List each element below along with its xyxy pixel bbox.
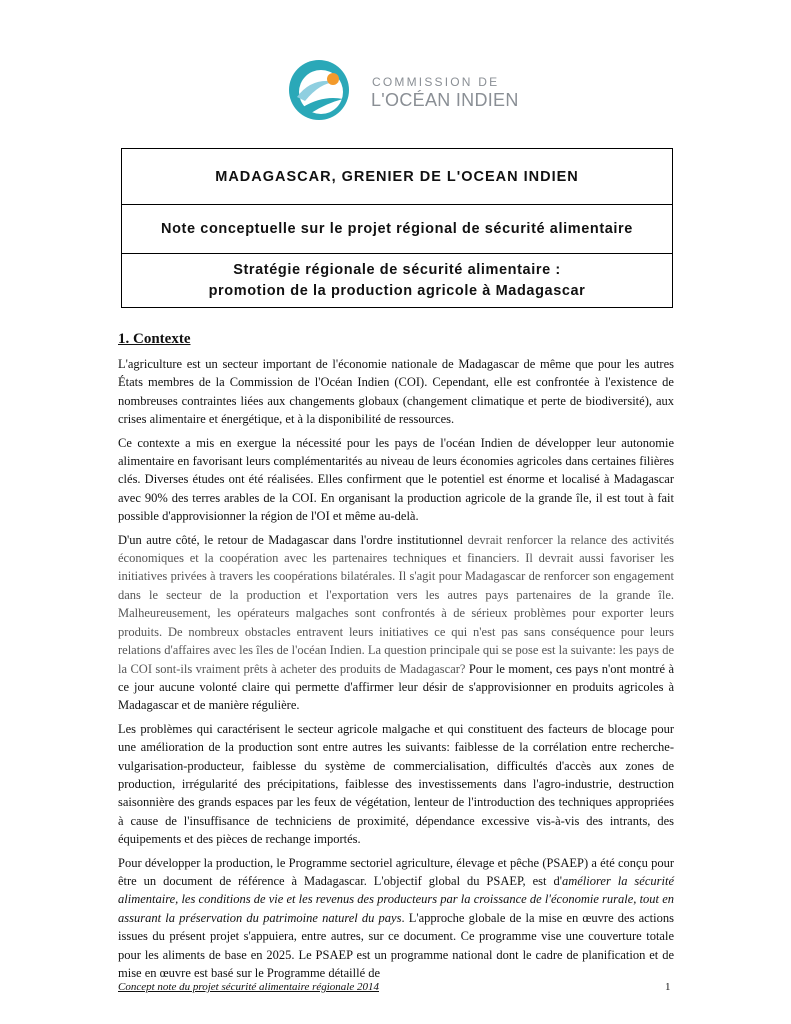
paragraph-4: Les problèmes qui caractérisent le secteur agricole malgache et qui constituent des facteurs de blocage pour une amélioration de la production sont entre autres les suivants: faiblesse de la corrélation entre recherche-vulgarisation-producteur, faiblesse du système de commercialisation, difficultés d'accès aux zones de production, irrégularité des précipitations, faiblesse des investissements dans l'agro-industrie, destruction saisonnière des grands espaces par les feux de végétation, lenteur de l'introduction des techniques appropriées à cause de l'insuffisance de techniciens de proximité, dépendance excessive vis-à-vis des intrants, des équipements et des pièces de rechange importés. bbox=[118, 721, 674, 847]
paragraph-5-lead: Pour développer la production, le Programme sectoriel agriculture, élevage et pêche (PSAEP) a été conçu pour être un document de référence à Madagascar. L'objectif global du PSAEP, est d' bbox=[118, 855, 674, 888]
title-box bbox=[121, 148, 673, 308]
paragraph-3-middle: devrait renforcer la relance des activités économiques et la coopération avec les partenaires techniques et financiers. Il devrait aussi favoriser les initiatives privées à travers les coopérations bilatérales. Il s'agit pour Madagascar de renforcer son engagement dans le secteur de la production et l'exportation vers les autres pays partenaires de la grande île. Malheureusement, les opérateurs malgaches sont confrontés à de sérieux problèmes pour exporter leurs produits. De nombreux obstacles entravent leurs initiatives ce qui n'est pas sans conséquence pour leurs relations d'affaires avec les îles de l'océan Indien. La question principale qui se pose est la suivante: les pays de la COI sont-ils vraiment prêts à acheter des produits de Madagascar? bbox=[118, 532, 674, 676]
document-title: MADAGASCAR, GRENIER DE L'OCEAN INDIEN bbox=[215, 168, 579, 185]
coi-logo bbox=[283, 55, 523, 125]
paragraph-2: Ce contexte a mis en exergue la nécessité pour les pays de l'océan Indien de développer leur autonomie alimentaire en favorisant leurs complémentarités au niveau de leurs économies agricoles dans certaines filières clés. Diverses études ont été réalisées. Elles confirment que le potentiel est énorme et localisé à Madagascar avec 90% des terres arables de la COI. En organisant la production agricole de la grande île, il est tout à fait possible d'approvisionner la région de l'OI et même au-delà. bbox=[118, 435, 674, 524]
strategy-title-line2: promotion de la production agricole à Madagascar bbox=[208, 282, 586, 299]
paragraph-3 bbox=[118, 531, 674, 715]
paragraph-5-end: . L'approche globale de la mise en œuvre des actions issues du présent projet s'appuiera, entre autres, sur ce document. Ce programme vise une couverture totale pour les aliments de base en 2025. Le PSAEP est un programme national dont le cadre de planification et de mise en œuvre est basé sur le Programme détaillé de bbox=[118, 910, 674, 980]
section-heading-contexte: 1. Contexte bbox=[118, 331, 191, 347]
logo-text-line1: COMMISSION DE bbox=[372, 75, 500, 89]
document-subtitle: Note conceptuelle sur le projet régional de sécurité alimentaire bbox=[122, 204, 672, 253]
strategy-title-line1: Stratégie régionale de sécurité alimentaire : bbox=[233, 261, 561, 278]
footer-note: Concept note du projet sécurité alimentaire régionale 2014 bbox=[118, 981, 379, 993]
paragraph-3-lead: D'un autre côté, le retour de Madagascar dans l'ordre institutionnel bbox=[118, 532, 464, 547]
paragraph-5-objective: améliorer la sécurité alimentaire, les conditions de vie et les revenus des producteurs par la croissance de l'économie rurale, tout en assurant la préservation du patrimoine naturel du pays bbox=[118, 873, 674, 925]
page-number: 1 bbox=[665, 981, 671, 993]
paragraph-1: L'agriculture est un secteur important de l'économie nationale de Madagascar de même que pour les autres États membres de la Commission de l'Océan Indien (COI). Cependant, elle est confrontée à l'existence de nombreuses contraintes liées aux changements globaux (changement climatique et perte de biodiversité), aux crises alimentaire et énergétique, et à la disponibilité de ressources. bbox=[118, 357, 674, 427]
paragraph-5 bbox=[118, 854, 674, 983]
logo-text-line2: L'OCÉAN INDIEN bbox=[371, 90, 519, 110]
document-body bbox=[118, 355, 674, 987]
paragraph-3-end: Pour le moment, ces pays n'ont montré à ce jour aucune volonté claire qui permette d'affirmer leur désir de s'approvisionner en produits agricoles à Madagascar et de manière régulière. bbox=[118, 661, 675, 713]
coi-emblem-icon bbox=[283, 55, 363, 125]
document-strategy-title bbox=[122, 253, 672, 307]
